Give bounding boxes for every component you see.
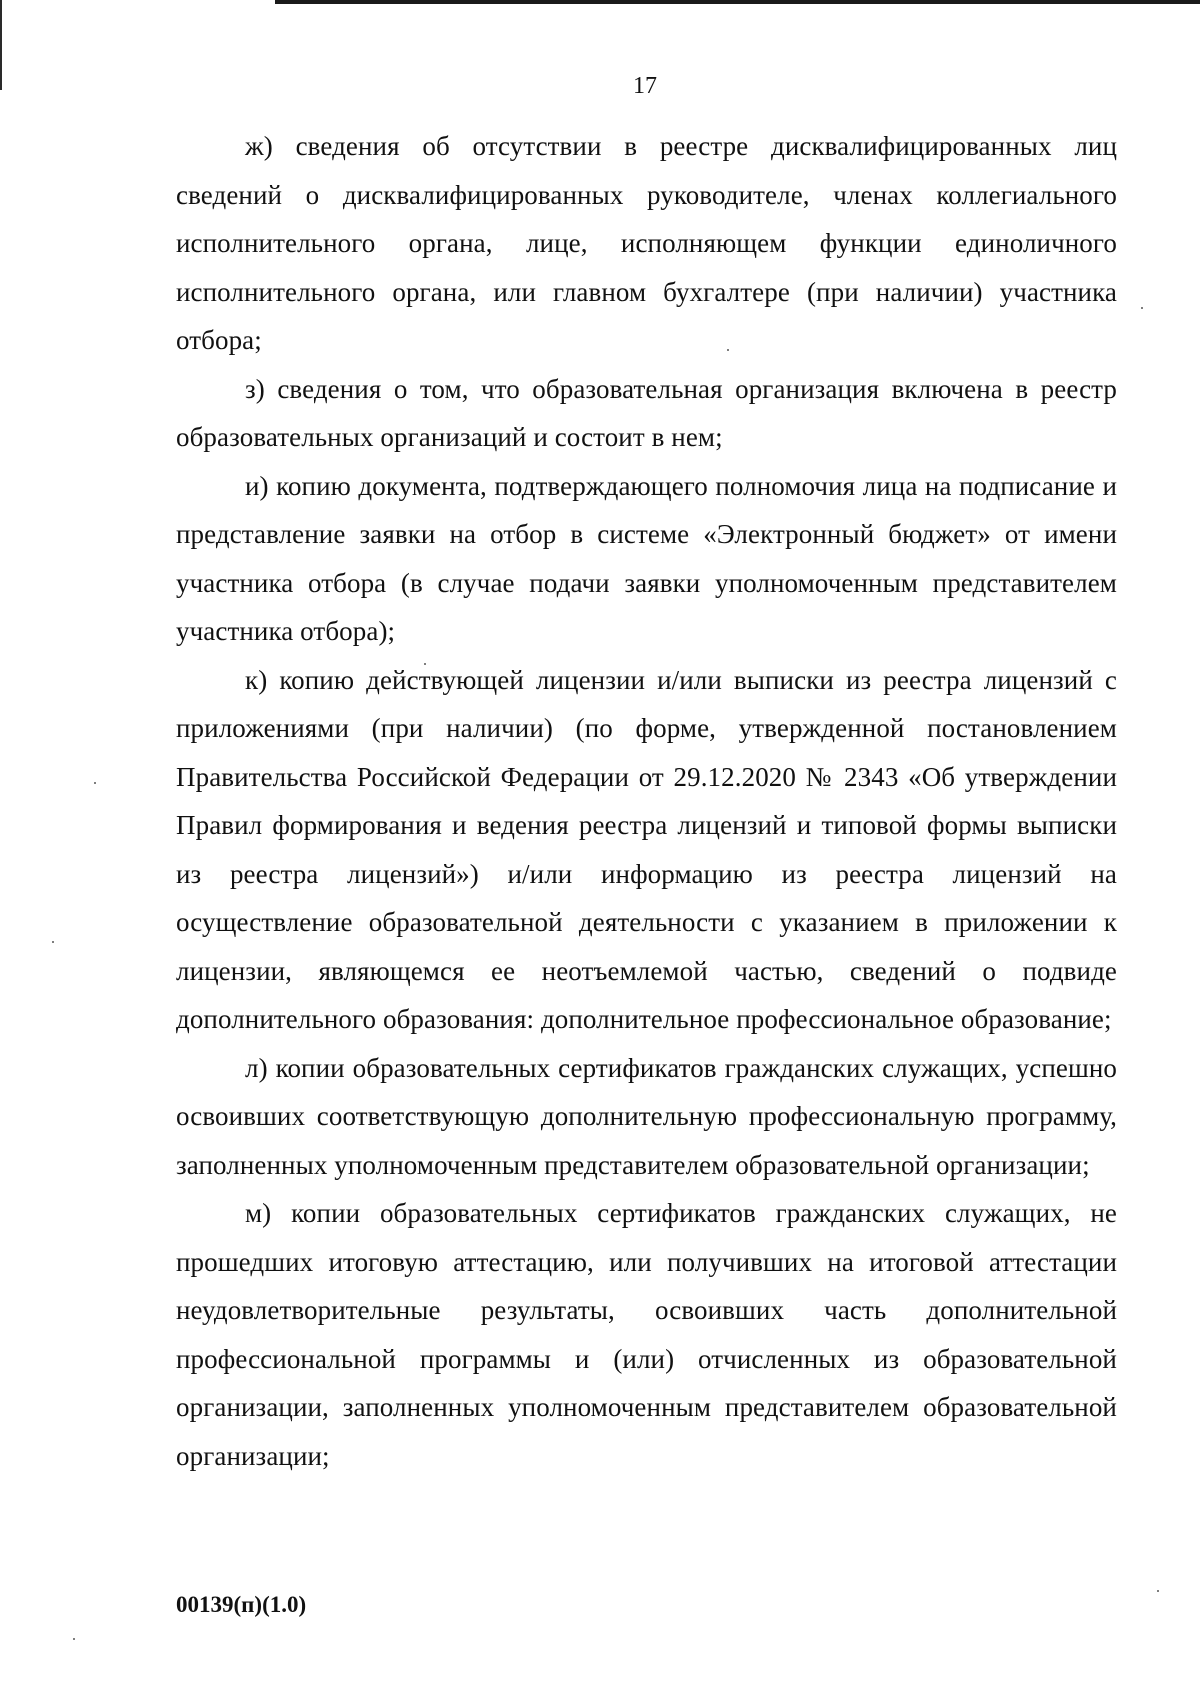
paragraph-m: м) копии образовательных сертификатов гражданских служащих, не прошедших итоговую аттестацию, или получивших на итоговой аттестации неудовлетворительные результаты, освоивших часть дополнительной профессиональной программы и (или) отчисленных из образовательной организации, заполненных уполномоченным представителем образовательной организации; bbox=[176, 1198, 1117, 1471]
paragraph-zh: ж) сведения об отсутствии в реестре дисквалифицированных лиц сведений о дисквалифицированных руководителе, членах коллегиального исполнительного органа, лице, исполняющем функции единоличного исполнительного органа, или главном бухгалтере (при наличии) участника отбора; bbox=[176, 131, 1117, 355]
paragraph-i: и) копию документа, подтверждающего полномочия лица на подписание и представление заявки на отбор в системе «Электронный бюджет» от имени участника отбора (в случае подачи заявки уполномоченным представителем участника отбора); bbox=[176, 470, 1117, 646]
document-body bbox=[176, 122, 1117, 1480]
scan-speck bbox=[424, 663, 426, 665]
scan-speck bbox=[1141, 307, 1143, 309]
scan-speck bbox=[73, 1638, 75, 1640]
paragraph-k: к) копию действующей лицензии и/или выписки из реестра лицензий с приложениями (при наличии) (по форме, утвержденной постановлением Правительства Российской Федерации от 29.12.2020 № 2343 «Об утверждении Правил формирования и ведения реестра лицензий и типовой формы выписки из реестра лицензий») и/или информацию из реестра лицензий на осуществление образовательной деятельности с указанием в приложении к лицензии, являющемся ее неотъемлемой частью, сведений о подвиде дополнительного образования: дополнительное профессиональное образование; bbox=[176, 664, 1117, 1034]
scan-speck bbox=[727, 349, 729, 351]
scan-speck bbox=[1157, 1590, 1159, 1592]
paragraph-z: з) сведения о том, что образовательная организация включена в реестр образовательных организаций и состоит в нем; bbox=[176, 373, 1117, 452]
scan-speck bbox=[52, 941, 54, 943]
page-number: 17 bbox=[633, 73, 657, 99]
scan-edge-top bbox=[275, 0, 1200, 4]
scan-speck bbox=[94, 782, 96, 784]
document-code: 00139(п)(1.0) bbox=[176, 1592, 307, 1617]
paragraph-l: л) копии образовательных сертификатов гражданских служащих, успешно освоивших соответствующую дополнительную профессиональную программу, заполненных уполномоченным представителем образовательной организации; bbox=[176, 1052, 1117, 1180]
